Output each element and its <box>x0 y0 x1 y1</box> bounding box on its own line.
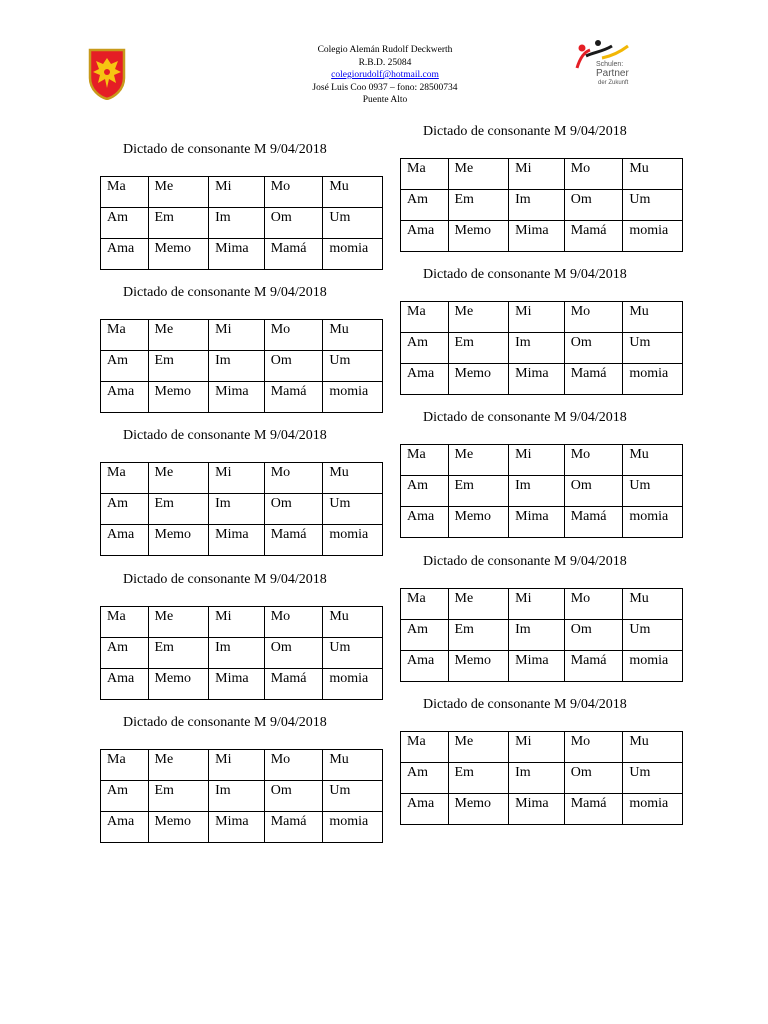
syllable-cell: Ma <box>101 607 149 638</box>
syllable-cell: Mima <box>509 651 565 682</box>
dictation-title: Dictado de consonante M 9/04/2018 <box>423 554 627 569</box>
school-header <box>250 44 520 107</box>
syllable-row <box>101 382 383 413</box>
syllable-cell: Me <box>448 159 509 190</box>
syllable-cell: Im <box>509 620 565 651</box>
syllable-cell: Memo <box>148 812 209 843</box>
syllable-cell: Om <box>564 476 623 507</box>
syllable-cell: Em <box>148 351 209 382</box>
syllable-cell: momia <box>323 669 383 700</box>
syllable-row <box>101 669 383 700</box>
syllable-row <box>101 638 383 669</box>
syllable-cell: Mi <box>509 159 565 190</box>
dictation-title: Dictado de consonante M 9/04/2018 <box>123 715 327 730</box>
dictation-title: Dictado de consonante M 9/04/2018 <box>123 285 327 300</box>
syllable-cell: Mima <box>509 221 565 252</box>
syllable-cell: Em <box>448 476 509 507</box>
syllable-cell: Im <box>209 638 265 669</box>
syllable-cell: Em <box>148 781 209 812</box>
syllable-cell: Um <box>323 208 383 239</box>
syllable-row <box>101 812 383 843</box>
syllable-cell: Mamá <box>264 239 323 270</box>
dictation-title: Dictado de consonante M 9/04/2018 <box>123 572 327 587</box>
syllable-cell: Ma <box>401 732 449 763</box>
syllable-row <box>101 351 383 382</box>
school-contact: José Luis Coo 0937 – fono: 28500734 <box>312 82 458 93</box>
syllable-cell: Am <box>101 494 149 525</box>
syllable-cell: Am <box>101 351 149 382</box>
syllable-cell: Memo <box>148 382 209 413</box>
syllable-cell: Mi <box>509 445 565 476</box>
syllable-cell: Mo <box>264 320 323 351</box>
syllable-table <box>400 588 683 682</box>
syllable-cell: Ama <box>401 221 449 252</box>
syllable-cell: Mu <box>623 302 683 333</box>
syllable-table <box>100 176 383 270</box>
syllable-row <box>101 177 383 208</box>
syllable-row <box>101 607 383 638</box>
syllable-cell: Om <box>264 351 323 382</box>
syllable-cell: Mamá <box>264 812 323 843</box>
syllable-cell: Am <box>401 190 449 221</box>
syllable-cell: Mima <box>209 669 265 700</box>
syllable-cell: Om <box>264 494 323 525</box>
school-crest-logo <box>88 48 126 100</box>
syllable-cell: Ama <box>101 525 149 556</box>
syllable-row <box>401 445 683 476</box>
syllable-cell: Um <box>623 333 683 364</box>
syllable-row <box>101 208 383 239</box>
syllable-table <box>400 731 683 825</box>
syllable-cell: Ma <box>401 159 449 190</box>
syllable-cell: Mima <box>209 525 265 556</box>
syllable-cell: Am <box>401 476 449 507</box>
syllable-cell: Im <box>509 190 565 221</box>
syllable-cell: Memo <box>448 651 509 682</box>
syllable-cell: Em <box>448 763 509 794</box>
syllable-cell: Mima <box>209 239 265 270</box>
syllable-cell: Um <box>323 351 383 382</box>
syllable-row <box>401 333 683 364</box>
syllable-cell: Mo <box>564 302 623 333</box>
syllable-cell: Me <box>148 320 209 351</box>
syllable-cell: Mi <box>209 177 265 208</box>
syllable-cell: momia <box>323 812 383 843</box>
syllable-cell: Im <box>209 781 265 812</box>
syllable-table <box>400 158 683 252</box>
syllable-row <box>401 507 683 538</box>
syllable-row <box>401 589 683 620</box>
syllable-cell: Ma <box>401 302 449 333</box>
dictation-title: Dictado de consonante M 9/04/2018 <box>423 410 627 425</box>
syllable-cell: Mamá <box>264 382 323 413</box>
partner-line1: Schulen: <box>596 61 624 68</box>
syllable-row <box>101 750 383 781</box>
dictation-title: Dictado de consonante M 9/04/2018 <box>123 428 327 443</box>
syllable-cell: Mo <box>564 445 623 476</box>
syllable-cell: Om <box>564 333 623 364</box>
syllable-cell: Memo <box>448 794 509 825</box>
syllable-table <box>100 462 383 556</box>
syllable-cell: Om <box>264 638 323 669</box>
syllable-table <box>100 606 383 700</box>
syllable-cell: Mo <box>264 750 323 781</box>
syllable-table <box>400 444 683 538</box>
syllable-cell: Mi <box>209 750 265 781</box>
syllable-cell: Mamá <box>264 669 323 700</box>
syllable-cell: momia <box>623 364 683 395</box>
school-name: Colegio Alemán Rudolf Deckwerth <box>317 45 453 55</box>
syllable-row <box>101 494 383 525</box>
syllable-row <box>101 525 383 556</box>
syllable-cell: Um <box>323 494 383 525</box>
syllable-cell: Em <box>448 620 509 651</box>
syllable-cell: Am <box>401 620 449 651</box>
syllable-cell: Mu <box>323 463 383 494</box>
syllable-cell: Ama <box>101 669 149 700</box>
syllable-cell: Ama <box>101 382 149 413</box>
syllable-cell: Ma <box>101 750 149 781</box>
syllable-cell: Mamá <box>564 794 623 825</box>
dictation-title: Dictado de consonante M 9/04/2018 <box>423 124 627 139</box>
syllable-cell: Ma <box>101 177 149 208</box>
syllable-cell: Um <box>623 763 683 794</box>
syllable-cell: Me <box>148 607 209 638</box>
syllable-cell: Im <box>209 208 265 239</box>
syllable-cell: Me <box>448 732 509 763</box>
syllable-cell: momia <box>323 239 383 270</box>
dictation-title: Dictado de consonante M 9/04/2018 <box>123 142 327 157</box>
partner-line2: Partner <box>596 68 629 79</box>
syllable-cell: Am <box>101 208 149 239</box>
syllable-cell: Um <box>323 638 383 669</box>
syllable-cell: Mo <box>564 159 623 190</box>
syllable-cell: Um <box>623 620 683 651</box>
dictation-title: Dictado de consonante M 9/04/2018 <box>423 697 627 712</box>
syllable-cell: Me <box>448 445 509 476</box>
syllable-cell: momia <box>323 525 383 556</box>
syllable-cell: Mu <box>323 750 383 781</box>
syllable-cell: momia <box>623 794 683 825</box>
syllable-cell: Mu <box>623 445 683 476</box>
school-email-link[interactable]: colegiorudolf@hotmail.com <box>331 70 439 80</box>
syllable-cell: Am <box>401 763 449 794</box>
syllable-cell: Ma <box>101 463 149 494</box>
syllable-cell: Em <box>448 190 509 221</box>
syllable-row <box>101 781 383 812</box>
syllable-cell: Im <box>209 351 265 382</box>
syllable-cell: Mu <box>623 732 683 763</box>
syllable-cell: Mo <box>564 589 623 620</box>
syllable-cell: momia <box>623 507 683 538</box>
syllable-cell: Memo <box>148 525 209 556</box>
syllable-cell: Im <box>509 476 565 507</box>
syllable-cell: Om <box>264 208 323 239</box>
syllable-cell: Im <box>209 494 265 525</box>
syllable-cell: Memo <box>148 669 209 700</box>
syllable-cell: Em <box>148 208 209 239</box>
syllable-row <box>401 302 683 333</box>
syllable-cell: Ma <box>101 320 149 351</box>
syllable-cell: Mi <box>509 302 565 333</box>
syllable-row <box>401 763 683 794</box>
syllable-cell: Mo <box>564 732 623 763</box>
syllable-cell: momia <box>623 651 683 682</box>
syllable-row <box>101 320 383 351</box>
school-city: Puente Alto <box>362 95 408 105</box>
syllable-cell: Am <box>101 781 149 812</box>
syllable-table <box>400 301 683 395</box>
syllable-cell: Mu <box>323 320 383 351</box>
syllable-cell: Mi <box>209 463 265 494</box>
syllable-table <box>100 319 383 413</box>
syllable-row <box>101 239 383 270</box>
syllable-cell: Mima <box>209 812 265 843</box>
syllable-cell: Om <box>264 781 323 812</box>
syllable-cell: Ama <box>101 239 149 270</box>
syllable-cell: Me <box>448 589 509 620</box>
syllable-cell: Om <box>564 763 623 794</box>
syllable-cell: Am <box>401 333 449 364</box>
syllable-cell: Um <box>623 190 683 221</box>
syllable-row <box>401 190 683 221</box>
syllable-cell: Mo <box>264 463 323 494</box>
partner-line3: der Zukunft <box>598 80 629 86</box>
syllable-cell: Em <box>148 638 209 669</box>
syllable-cell: Ma <box>401 445 449 476</box>
syllable-cell: Mi <box>509 732 565 763</box>
dictation-title: Dictado de consonante M 9/04/2018 <box>423 267 627 282</box>
syllable-row <box>401 620 683 651</box>
syllable-row <box>401 159 683 190</box>
syllable-cell: Um <box>623 476 683 507</box>
syllable-cell: Ama <box>401 364 449 395</box>
syllable-cell: Mi <box>209 607 265 638</box>
syllable-cell: Um <box>323 781 383 812</box>
syllable-cell: Memo <box>448 364 509 395</box>
syllable-cell: Mi <box>209 320 265 351</box>
syllable-cell: Am <box>101 638 149 669</box>
syllable-cell: Om <box>564 190 623 221</box>
syllable-cell: Mamá <box>564 221 623 252</box>
syllable-cell: Om <box>564 620 623 651</box>
syllable-cell: Memo <box>148 239 209 270</box>
syllable-cell: Ama <box>401 507 449 538</box>
syllable-cell: Ma <box>401 589 449 620</box>
syllable-cell: Ama <box>401 651 449 682</box>
syllable-cell: Mu <box>623 589 683 620</box>
syllable-cell: Memo <box>448 221 509 252</box>
schulen-partner-logo <box>572 38 632 86</box>
syllable-cell: Im <box>509 763 565 794</box>
syllable-cell: Em <box>148 494 209 525</box>
syllable-row <box>401 651 683 682</box>
syllable-cell: Im <box>509 333 565 364</box>
syllable-cell: Mi <box>509 589 565 620</box>
syllable-cell: Me <box>148 177 209 208</box>
syllable-cell: Mamá <box>564 507 623 538</box>
syllable-cell: Ama <box>401 794 449 825</box>
syllable-table <box>100 749 383 843</box>
syllable-cell: Mu <box>323 607 383 638</box>
syllable-row <box>401 476 683 507</box>
syllable-cell: Me <box>148 750 209 781</box>
syllable-cell: Mo <box>264 177 323 208</box>
syllable-cell: momia <box>623 221 683 252</box>
syllable-cell: Mo <box>264 607 323 638</box>
syllable-cell: momia <box>323 382 383 413</box>
syllable-cell: Mamá <box>264 525 323 556</box>
syllable-cell: Mu <box>623 159 683 190</box>
syllable-row <box>101 463 383 494</box>
syllable-row <box>401 732 683 763</box>
syllable-cell: Mima <box>509 364 565 395</box>
syllable-cell: Mamá <box>564 364 623 395</box>
syllable-row <box>401 364 683 395</box>
syllable-cell: Mu <box>323 177 383 208</box>
syllable-cell: Mima <box>509 794 565 825</box>
syllable-cell: Em <box>448 333 509 364</box>
syllable-cell: Mima <box>509 507 565 538</box>
school-rbd: R.B.D. 25084 <box>358 57 412 68</box>
syllable-row <box>401 221 683 252</box>
syllable-row <box>401 794 683 825</box>
syllable-cell: Me <box>148 463 209 494</box>
syllable-cell: Mamá <box>564 651 623 682</box>
syllable-cell: Mima <box>209 382 265 413</box>
syllable-cell: Me <box>448 302 509 333</box>
syllable-cell: Memo <box>448 507 509 538</box>
syllable-cell: Ama <box>101 812 149 843</box>
